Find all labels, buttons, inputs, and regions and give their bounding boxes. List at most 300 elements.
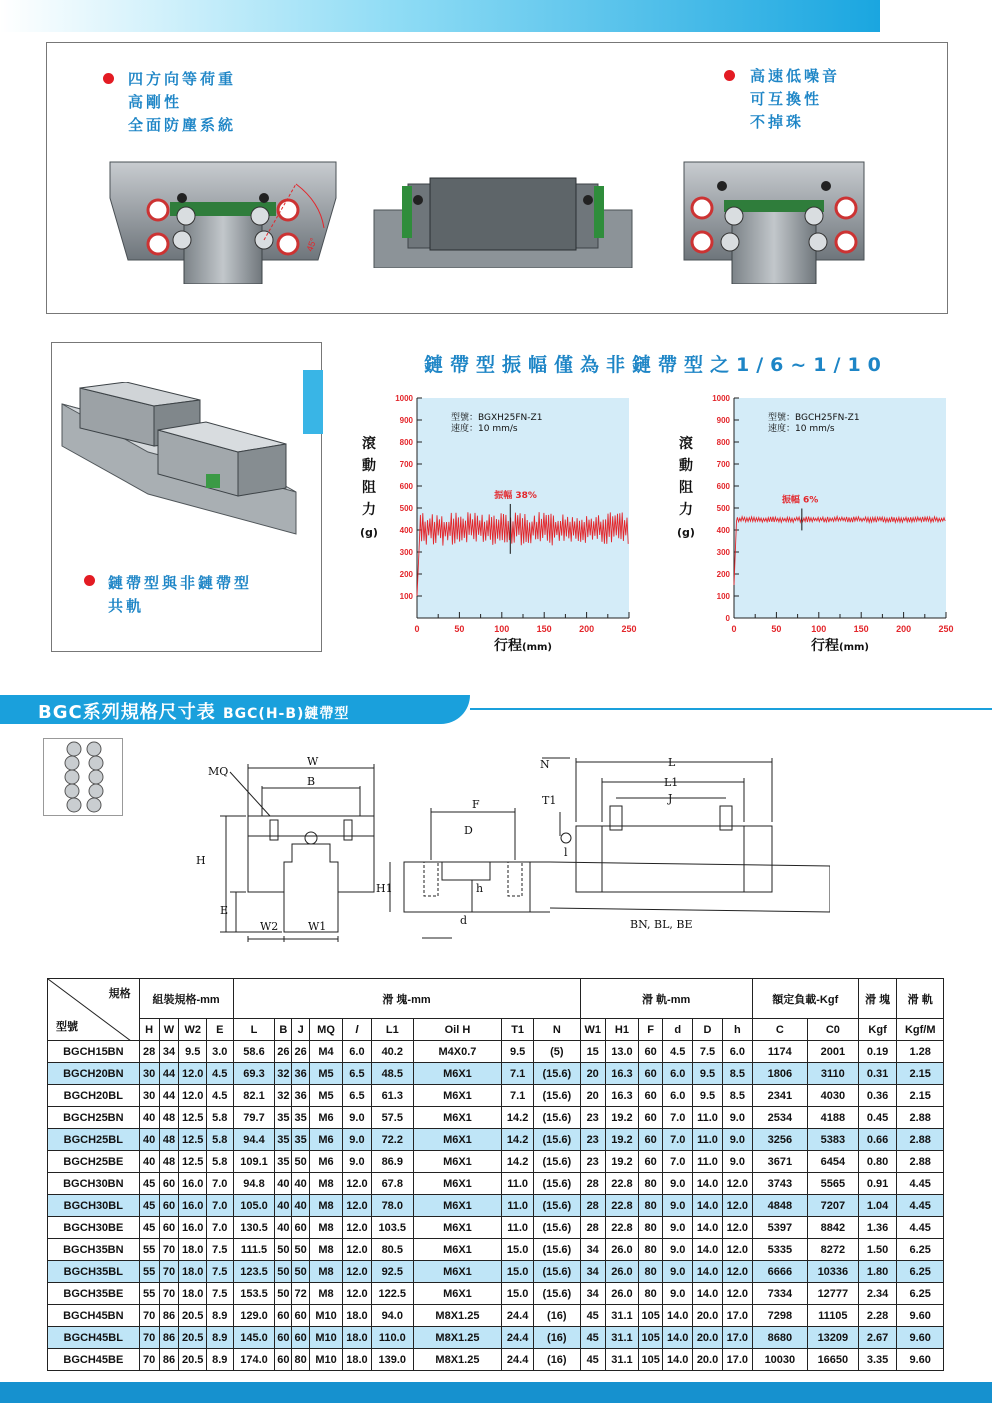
value-cell: 12.0 [343, 1239, 372, 1261]
value-cell: M4 [309, 1041, 342, 1063]
value-cell: 9.0 [663, 1283, 693, 1305]
y-tick-label: 500 [399, 504, 413, 513]
y-tick-label: 600 [716, 482, 730, 491]
y-axis-label-char: 阻 [679, 480, 693, 496]
value-cell: 35 [275, 1107, 292, 1129]
value-cell: 86 [159, 1327, 179, 1349]
column-header: Oil H [413, 1019, 501, 1041]
value-cell: 12.5 [179, 1129, 207, 1151]
value-cell: 20.0 [693, 1349, 723, 1371]
value-cell: 20.5 [179, 1327, 207, 1349]
bottom-bar [0, 1382, 992, 1403]
value-cell: 1174 [752, 1041, 807, 1063]
y-tick-label: 400 [399, 526, 413, 535]
value-cell: 130.5 [233, 1217, 275, 1239]
value-cell: 2341 [752, 1085, 807, 1107]
value-cell: 30 [139, 1063, 159, 1085]
value-cell: 18.0 [179, 1239, 207, 1261]
value-cell: 80 [639, 1239, 663, 1261]
value-cell: 7.0 [663, 1129, 693, 1151]
value-cell: M8 [309, 1283, 342, 1305]
value-cell: 2.88 [897, 1129, 944, 1151]
value-cell: 78.0 [371, 1195, 413, 1217]
column-header: D [693, 1019, 723, 1041]
value-cell: 103.5 [371, 1217, 413, 1239]
x-tick-label: 50 [771, 624, 782, 634]
value-cell: 48 [159, 1129, 179, 1151]
value-cell: 22.8 [605, 1173, 638, 1195]
value-cell: 1.36 [858, 1217, 897, 1239]
value-cell: 60 [639, 1063, 663, 1085]
model-cell: BGCH45BE [48, 1349, 140, 1371]
value-cell: 60 [275, 1327, 292, 1349]
x-tick-label: 0 [731, 624, 737, 634]
value-cell: 60 [159, 1195, 179, 1217]
value-cell: 5335 [752, 1239, 807, 1261]
value-cell: 4.5 [663, 1041, 693, 1063]
value-cell: 45 [580, 1349, 605, 1371]
value-cell: 4188 [807, 1107, 858, 1129]
value-cell: 40 [292, 1173, 310, 1195]
value-cell: 28 [580, 1217, 605, 1239]
value-cell: 55 [139, 1261, 159, 1283]
table-row [48, 1041, 944, 1063]
value-cell: 16.0 [179, 1173, 207, 1195]
corner-top-label: 規格 [108, 988, 131, 1000]
value-cell: 9.0 [343, 1129, 372, 1151]
value-cell: 12.0 [343, 1261, 372, 1283]
dim-label-h: h [476, 882, 484, 895]
model-cell: BGCH25BE [48, 1151, 140, 1173]
value-cell: 12.0 [722, 1283, 752, 1305]
value-cell: 6666 [752, 1261, 807, 1283]
table-row [48, 1305, 944, 1327]
feature-list-left [128, 68, 236, 137]
value-cell: M8 [309, 1239, 342, 1261]
value-cell: M8X1.25 [413, 1327, 501, 1349]
value-cell: 50 [292, 1151, 310, 1173]
value-cell: 0.36 [858, 1085, 897, 1107]
value-cell: 9.0 [722, 1107, 752, 1129]
value-cell: 50 [292, 1239, 310, 1261]
chart-info: 速度：10 mm/s [451, 424, 518, 434]
value-cell: 35 [275, 1129, 292, 1151]
table-row [48, 1239, 944, 1261]
value-cell: 17.0 [722, 1305, 752, 1327]
value-cell: 50 [292, 1261, 310, 1283]
value-cell: M6X1 [413, 1063, 501, 1085]
value-cell: 50 [275, 1261, 292, 1283]
value-cell: 11.0 [693, 1107, 723, 1129]
value-cell: M10 [309, 1349, 342, 1371]
column-header: d [663, 1019, 693, 1041]
value-cell: 14.0 [693, 1261, 723, 1283]
value-cell: 0.19 [858, 1041, 897, 1063]
value-cell: M6X1 [413, 1239, 501, 1261]
value-cell: 7.5 [207, 1239, 234, 1261]
value-cell: 0.31 [858, 1063, 897, 1085]
y-axis-label-char: 力 [679, 502, 693, 518]
y-tick-label: 1000 [712, 394, 730, 403]
column-header: C [752, 1019, 807, 1041]
value-cell: 6.25 [897, 1261, 944, 1283]
value-cell: 17.0 [722, 1349, 752, 1371]
value-cell: 12.0 [722, 1195, 752, 1217]
value-cell: 14.0 [663, 1327, 693, 1349]
value-cell: 2001 [807, 1041, 858, 1063]
column-header: H [139, 1019, 159, 1041]
rail-assembly-image [60, 382, 300, 542]
dim-label-T1: T1 [542, 794, 557, 807]
value-cell: 12.0 [179, 1063, 207, 1085]
feature-list-right [750, 65, 840, 134]
value-cell: 7.1 [502, 1063, 534, 1085]
amplitude-label: 振幅 38% [494, 490, 537, 501]
value-cell: (16) [534, 1349, 580, 1371]
x-tick-label: 200 [896, 624, 912, 634]
value-cell: 6.25 [897, 1239, 944, 1261]
value-cell: 80 [639, 1195, 663, 1217]
value-cell: 67.8 [371, 1173, 413, 1195]
chart-info: 速度：10 mm/s [768, 424, 835, 434]
column-header: B [275, 1019, 292, 1041]
dimension-drawing [190, 752, 830, 952]
x-tick-label: 150 [536, 624, 552, 634]
value-cell: 19.2 [605, 1151, 638, 1173]
value-cell: M6X1 [413, 1151, 501, 1173]
x-axis-label: 行程(mm) [494, 638, 552, 654]
value-cell: 3110 [807, 1063, 858, 1085]
value-cell: 1.50 [858, 1239, 897, 1261]
value-cell: M6X1 [413, 1085, 501, 1107]
value-cell: 5.8 [207, 1129, 234, 1151]
column-header: MQ [309, 1019, 342, 1041]
table-row [48, 1173, 944, 1195]
value-cell: 45 [139, 1173, 159, 1195]
value-cell: 8.9 [207, 1327, 234, 1349]
value-cell: 9.60 [897, 1327, 944, 1349]
value-cell: 16.0 [179, 1195, 207, 1217]
value-cell: 30 [139, 1085, 159, 1107]
table-row [48, 1151, 944, 1173]
value-cell: 18.0 [343, 1349, 372, 1371]
value-cell: 8.9 [207, 1305, 234, 1327]
column-header: T1 [502, 1019, 534, 1041]
y-axis-label-char: 力 [362, 502, 376, 518]
value-cell: 60 [639, 1041, 663, 1063]
model-cell: BGCH20BL [48, 1085, 140, 1107]
dim-label-E: E [220, 904, 229, 917]
value-cell: 60 [639, 1085, 663, 1107]
value-cell: M6 [309, 1129, 342, 1151]
value-cell: (15.6) [534, 1129, 580, 1151]
top-gradient-bar [0, 0, 880, 32]
table-row [48, 1107, 944, 1129]
value-cell: 14.2 [502, 1129, 534, 1151]
value-cell: 20.5 [179, 1349, 207, 1371]
x-tick-label: 100 [811, 624, 827, 634]
value-cell: 60 [639, 1107, 663, 1129]
value-cell: 109.1 [233, 1151, 275, 1173]
value-cell: 19.2 [605, 1129, 638, 1151]
value-cell: 35 [292, 1107, 310, 1129]
value-cell: 82.1 [233, 1085, 275, 1107]
value-cell: 7.0 [663, 1107, 693, 1129]
value-cell: 1.04 [858, 1195, 897, 1217]
value-cell: (15.6) [534, 1195, 580, 1217]
value-cell: 19.2 [605, 1107, 638, 1129]
value-cell: 26 [275, 1041, 292, 1063]
value-cell: 6.0 [343, 1041, 372, 1063]
column-header: C0 [807, 1019, 858, 1041]
value-cell: 70 [159, 1283, 179, 1305]
value-cell: 32 [275, 1085, 292, 1107]
y-tick-label: 0 [725, 614, 730, 623]
value-cell: 18.0 [343, 1327, 372, 1349]
value-cell: 9.0 [663, 1239, 693, 1261]
value-cell: 17.0 [722, 1327, 752, 1349]
value-cell: 26.0 [605, 1239, 638, 1261]
value-cell: (15.6) [534, 1261, 580, 1283]
value-cell: 2.88 [897, 1107, 944, 1129]
value-cell: 9.0 [722, 1151, 752, 1173]
value-cell: 5.8 [207, 1151, 234, 1173]
dim-label-D: D [464, 824, 473, 837]
value-cell: 3743 [752, 1173, 807, 1195]
value-cell: 11.0 [693, 1129, 723, 1151]
value-cell: 94.0 [371, 1305, 413, 1327]
value-cell: 6.0 [722, 1041, 752, 1063]
headline: 鏈帶型振幅僅為非鏈帶型之1/6~1/10 [424, 354, 888, 376]
value-cell: 9.60 [897, 1349, 944, 1371]
value-cell: 40 [275, 1217, 292, 1239]
value-cell: 2.67 [858, 1327, 897, 1349]
dim-label-l: l [564, 846, 568, 859]
table-row [48, 1261, 944, 1283]
value-cell: M6X1 [413, 1195, 501, 1217]
value-cell: 9.5 [502, 1041, 534, 1063]
plot-area [417, 398, 629, 618]
model-cell: BGCH45BL [48, 1327, 140, 1349]
value-cell: 11105 [807, 1305, 858, 1327]
value-cell: 9.5 [693, 1063, 723, 1085]
model-cell: BGCH30BN [48, 1173, 140, 1195]
value-cell: 34 [580, 1261, 605, 1283]
vibration-chart-bgch [672, 378, 972, 668]
value-cell: 10336 [807, 1261, 858, 1283]
value-cell: 2.15 [897, 1085, 944, 1107]
value-cell: 31.1 [605, 1305, 638, 1327]
value-cell: 7.5 [207, 1283, 234, 1305]
column-header: F [639, 1019, 663, 1041]
value-cell: (5) [534, 1041, 580, 1063]
value-cell: 7207 [807, 1195, 858, 1217]
y-tick-label: 1000 [395, 394, 413, 403]
value-cell: 2.15 [897, 1063, 944, 1085]
value-cell: 14.0 [693, 1239, 723, 1261]
value-cell: 2534 [752, 1107, 807, 1129]
value-cell: 24.4 [502, 1305, 534, 1327]
value-cell: 23 [580, 1129, 605, 1151]
value-cell: 129.0 [233, 1305, 275, 1327]
column-header: L1 [371, 1019, 413, 1041]
y-tick-label: 200 [716, 570, 730, 579]
feature-item: 高速低噪音 [750, 67, 841, 85]
value-cell: 11.0 [502, 1195, 534, 1217]
value-cell: 23 [580, 1107, 605, 1129]
value-cell: 40 [139, 1107, 159, 1129]
section-title: BGC系列規格尺寸表 [38, 702, 216, 723]
value-cell: 123.5 [233, 1261, 275, 1283]
value-cell: 60 [639, 1151, 663, 1173]
value-cell: 7.1 [502, 1085, 534, 1107]
value-cell: 1.80 [858, 1261, 897, 1283]
value-cell: 20.0 [693, 1327, 723, 1349]
value-cell: 5397 [752, 1217, 807, 1239]
value-cell: 9.0 [663, 1195, 693, 1217]
column-header: l [343, 1019, 372, 1041]
value-cell: 6.0 [663, 1063, 693, 1085]
y-tick-label: 300 [399, 548, 413, 557]
column-header: J [292, 1019, 310, 1041]
dim-label-MQ: MQ [208, 765, 229, 778]
value-cell: 45 [580, 1327, 605, 1349]
value-cell: (15.6) [534, 1173, 580, 1195]
y-tick-label: 100 [716, 592, 730, 601]
x-tick-label: 50 [454, 624, 465, 634]
model-cell: BGCH35BL [48, 1261, 140, 1283]
y-axis-label-unit: (g) [360, 526, 378, 539]
value-cell: 7.0 [207, 1217, 234, 1239]
y-tick-label: 700 [716, 460, 730, 469]
value-cell: M6 [309, 1107, 342, 1129]
value-cell: 3671 [752, 1151, 807, 1173]
value-cell: 40.2 [371, 1041, 413, 1063]
value-cell: 4848 [752, 1195, 807, 1217]
value-cell: 6454 [807, 1151, 858, 1173]
spec-table [47, 978, 944, 1371]
table-row [48, 1327, 944, 1349]
value-cell: 16.3 [605, 1085, 638, 1107]
column-header: W [159, 1019, 179, 1041]
value-cell: 55 [139, 1239, 159, 1261]
bullet-icon [103, 73, 114, 84]
x-tick-label: 250 [621, 624, 637, 634]
value-cell: 7.0 [207, 1173, 234, 1195]
dim-label-N: N [540, 758, 550, 771]
value-cell: 40 [275, 1173, 292, 1195]
model-cell: BGCH35BN [48, 1239, 140, 1261]
value-cell: 86 [159, 1349, 179, 1371]
value-cell: 9.60 [897, 1305, 944, 1327]
column-header: L [233, 1019, 275, 1041]
y-tick-label: 600 [399, 482, 413, 491]
value-cell: 7.0 [207, 1195, 234, 1217]
value-cell: 70 [139, 1349, 159, 1371]
side-tab [303, 370, 323, 434]
value-cell: 14.0 [663, 1305, 693, 1327]
chart-info: 型號：BGCH25FN-Z1 [768, 413, 860, 423]
value-cell: 48.5 [371, 1063, 413, 1085]
dim-label-H: H [196, 854, 206, 867]
value-cell: 70 [159, 1239, 179, 1261]
value-cell: 86 [159, 1305, 179, 1327]
value-cell: 20 [580, 1063, 605, 1085]
value-cell: M6X1 [413, 1173, 501, 1195]
value-cell: 14.2 [502, 1107, 534, 1129]
plot-area [734, 398, 946, 618]
feature-item: 全面防塵系統 [128, 116, 237, 134]
dim-label-L1: L1 [664, 776, 679, 789]
value-cell: 7.0 [663, 1151, 693, 1173]
value-cell: (16) [534, 1305, 580, 1327]
value-cell: 9.0 [343, 1107, 372, 1129]
value-cell: 58.6 [233, 1041, 275, 1063]
ball-chain-thumbnail [43, 738, 123, 816]
column-header: h [722, 1019, 752, 1041]
dim-label-W: W [307, 755, 319, 768]
table-group-header-row [48, 979, 944, 1019]
value-cell: 5383 [807, 1129, 858, 1151]
value-cell: 4.5 [207, 1085, 234, 1107]
model-cell: BGCH30BL [48, 1195, 140, 1217]
dim-label-W1: W1 [308, 920, 327, 933]
value-cell: 45 [139, 1217, 159, 1239]
value-cell: 111.5 [233, 1239, 275, 1261]
value-cell: 20.0 [693, 1305, 723, 1327]
value-cell: 9.0 [663, 1261, 693, 1283]
value-cell: 14.0 [693, 1217, 723, 1239]
value-cell: 8.5 [722, 1085, 752, 1107]
y-tick-label: 200 [399, 570, 413, 579]
value-cell: (16) [534, 1327, 580, 1349]
value-cell: 3256 [752, 1129, 807, 1151]
column-header: H1 [605, 1019, 638, 1041]
section-subtitle: BGC(H-B)鏈帶型 [223, 706, 350, 722]
value-cell: 35 [292, 1129, 310, 1151]
value-cell: 6.25 [897, 1283, 944, 1305]
value-cell: 34 [159, 1041, 179, 1063]
value-cell: 9.0 [663, 1173, 693, 1195]
value-cell: 79.7 [233, 1107, 275, 1129]
value-cell: 12.0 [343, 1195, 372, 1217]
value-cell: 26.0 [605, 1261, 638, 1283]
value-cell: 34 [580, 1239, 605, 1261]
value-cell: 110.0 [371, 1327, 413, 1349]
value-cell: 14.0 [693, 1173, 723, 1195]
value-cell: 7334 [752, 1283, 807, 1305]
y-axis-label-char: 阻 [362, 480, 376, 496]
value-cell: M8 [309, 1261, 342, 1283]
value-cell: 8.5 [722, 1063, 752, 1085]
shared-rail-line: 鏈帶型與非鏈帶型 [108, 574, 253, 592]
dim-label-J: J [668, 792, 673, 805]
group-header: 滑 軌 [897, 979, 944, 1019]
x-tick-label: 250 [938, 624, 954, 634]
y-axis-label-unit: (g) [677, 526, 695, 539]
model-cell: BGCH25BN [48, 1107, 140, 1129]
x-tick-label: 0 [414, 624, 420, 634]
group-header: 額定負載-Kgf [752, 979, 858, 1019]
value-cell: 94.8 [233, 1173, 275, 1195]
corner-bottom-label: 型號 [56, 1021, 78, 1033]
x-tick-label: 150 [853, 624, 869, 634]
value-cell: M10 [309, 1327, 342, 1349]
value-cell: 94.4 [233, 1129, 275, 1151]
value-cell: 32 [275, 1063, 292, 1085]
value-cell: 12.0 [722, 1217, 752, 1239]
dim-label-F: F [472, 798, 480, 811]
